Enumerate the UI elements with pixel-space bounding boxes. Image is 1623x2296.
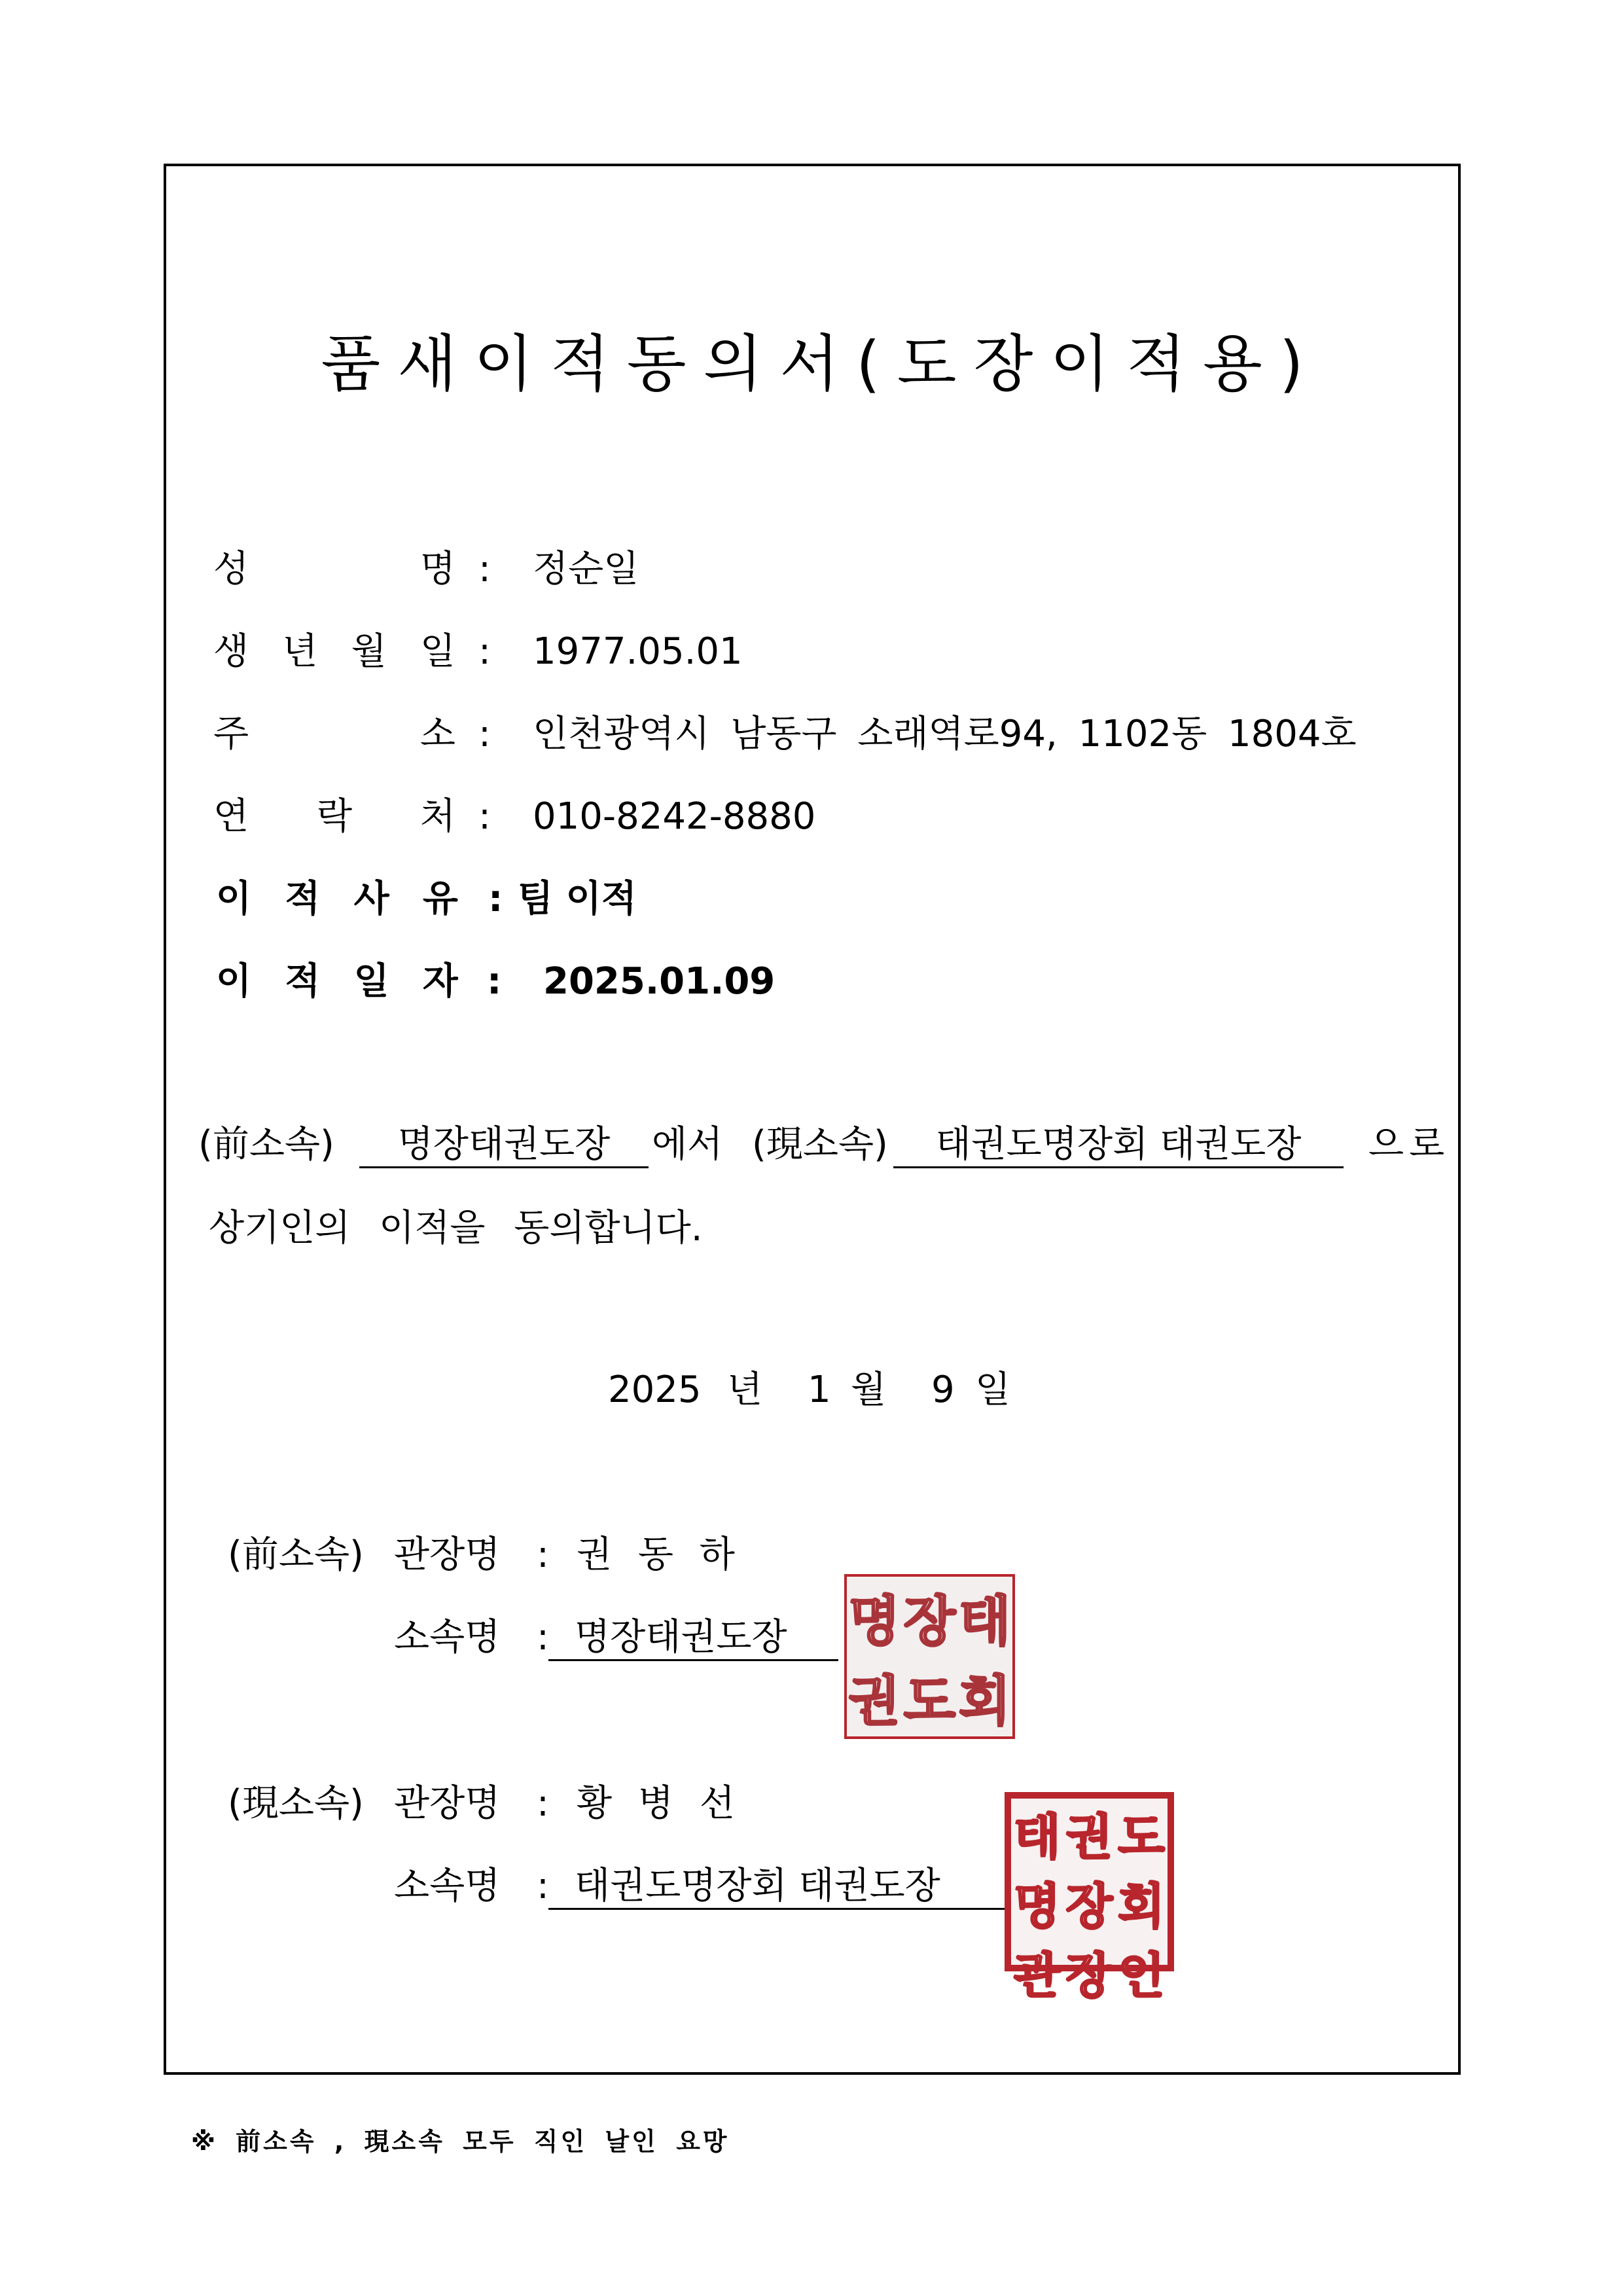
seal-char: 회 (959, 1670, 1011, 1732)
field-label: 연 락 처 (213, 795, 455, 838)
field-value: 인천광역시 남동구 소래역로94, 1102동 1804호 (533, 713, 1357, 755)
field-separator: : (478, 630, 491, 673)
date-year: 2025 (608, 1369, 702, 1411)
consent-prev-prefix: (前소속) (198, 1123, 334, 1166)
seal-char: 장 (1065, 1878, 1113, 1935)
seal-char: 태 (959, 1590, 1011, 1653)
date-day-unit: 일 (975, 1369, 1011, 1411)
seal-char: 인 (1118, 1948, 1165, 2004)
field-separator: : (487, 960, 502, 1003)
field-birthdate (213, 629, 1444, 675)
separator: : (537, 1865, 549, 1907)
seal-char: 명 (848, 1590, 901, 1653)
seal-char: 장 (1065, 1948, 1113, 2004)
consent-from-word: 에서 (652, 1123, 723, 1166)
curr-affiliation-label: (現소속) (228, 1782, 364, 1825)
field-label: 성 명 (213, 548, 455, 590)
separator: : (537, 1782, 549, 1825)
seal-char: 태 (1014, 1809, 1061, 1865)
seal-char: 권 (1065, 1809, 1113, 1865)
prev-dojang-label: 소속명 (394, 1616, 501, 1659)
curr-dojang-seal (1005, 1792, 1174, 2004)
prev-director-name: 권 동 하 (577, 1534, 735, 1576)
footnote: ※ 前소속 , 現소속 모두 직인 날인 요망 (191, 2127, 730, 2156)
field-value: 팀 이적 (518, 878, 637, 920)
seal-char: 회 (1118, 1878, 1165, 1935)
field-address (213, 711, 1444, 757)
document-title: 품새이적동의서(도장이적용) (321, 329, 1321, 400)
field-value: 1977.05.01 (533, 630, 743, 673)
date-month: 1 (808, 1369, 831, 1411)
seal-char: 도 (1118, 1809, 1165, 1865)
curr-dojang-label: 소속명 (394, 1865, 501, 1907)
date-day: 9 (931, 1369, 955, 1411)
curr-director-name: 황 병 선 (577, 1782, 735, 1825)
date-month-unit: 월 (851, 1369, 887, 1411)
field-label: 주 소 (213, 713, 455, 755)
consent-sentence: 상기인의 이적을 동의합니다. (209, 1207, 703, 1249)
seal-char: 권 (848, 1670, 901, 1732)
curr-director-label: 관장명 (394, 1782, 501, 1825)
prev-affiliation-label: (前소속) (228, 1534, 364, 1576)
consent-curr-prefix: (現소속) (752, 1123, 888, 1166)
prev-dojang-seal (844, 1574, 1015, 1739)
field-label: 생 년 월 일 (213, 630, 455, 673)
field-label: 이 적 사 유 (216, 878, 458, 920)
field-separator: : (488, 878, 503, 920)
field-transfer-reason (213, 876, 1444, 922)
field-value: 2025.01.09 (543, 960, 776, 1003)
field-name (213, 547, 1444, 592)
field-separator: : (478, 795, 491, 838)
field-label: 이 적 일 자 (216, 960, 458, 1003)
field-separator: : (478, 713, 491, 755)
prev-dojang-name: 명장태권도장 (548, 1614, 838, 1661)
field-transfer-date (213, 959, 1444, 1005)
field-separator: : (478, 548, 491, 590)
consent-curr-dojang: 태권도명장회 태권도장 (893, 1121, 1344, 1168)
consent-prev-dojang: 명장태권도장 (359, 1121, 649, 1168)
seal-char: 장 (903, 1590, 956, 1653)
separator: : (537, 1616, 549, 1659)
seal-char: 관 (1014, 1948, 1061, 2004)
prev-director-label: 관장명 (394, 1534, 501, 1576)
field-contact (213, 794, 1444, 840)
seal-char: 명 (1014, 1878, 1061, 1935)
consent-to-word: 으로 (1368, 1123, 1450, 1166)
seal-char: 도 (903, 1670, 956, 1732)
separator: : (537, 1534, 549, 1576)
field-value: 정순일 (533, 548, 639, 590)
curr-dojang-name: 태권도명장회 태권도장 (548, 1863, 1005, 1910)
date-year-unit: 년 (727, 1369, 763, 1411)
field-value: 010-8242-8880 (533, 795, 816, 838)
